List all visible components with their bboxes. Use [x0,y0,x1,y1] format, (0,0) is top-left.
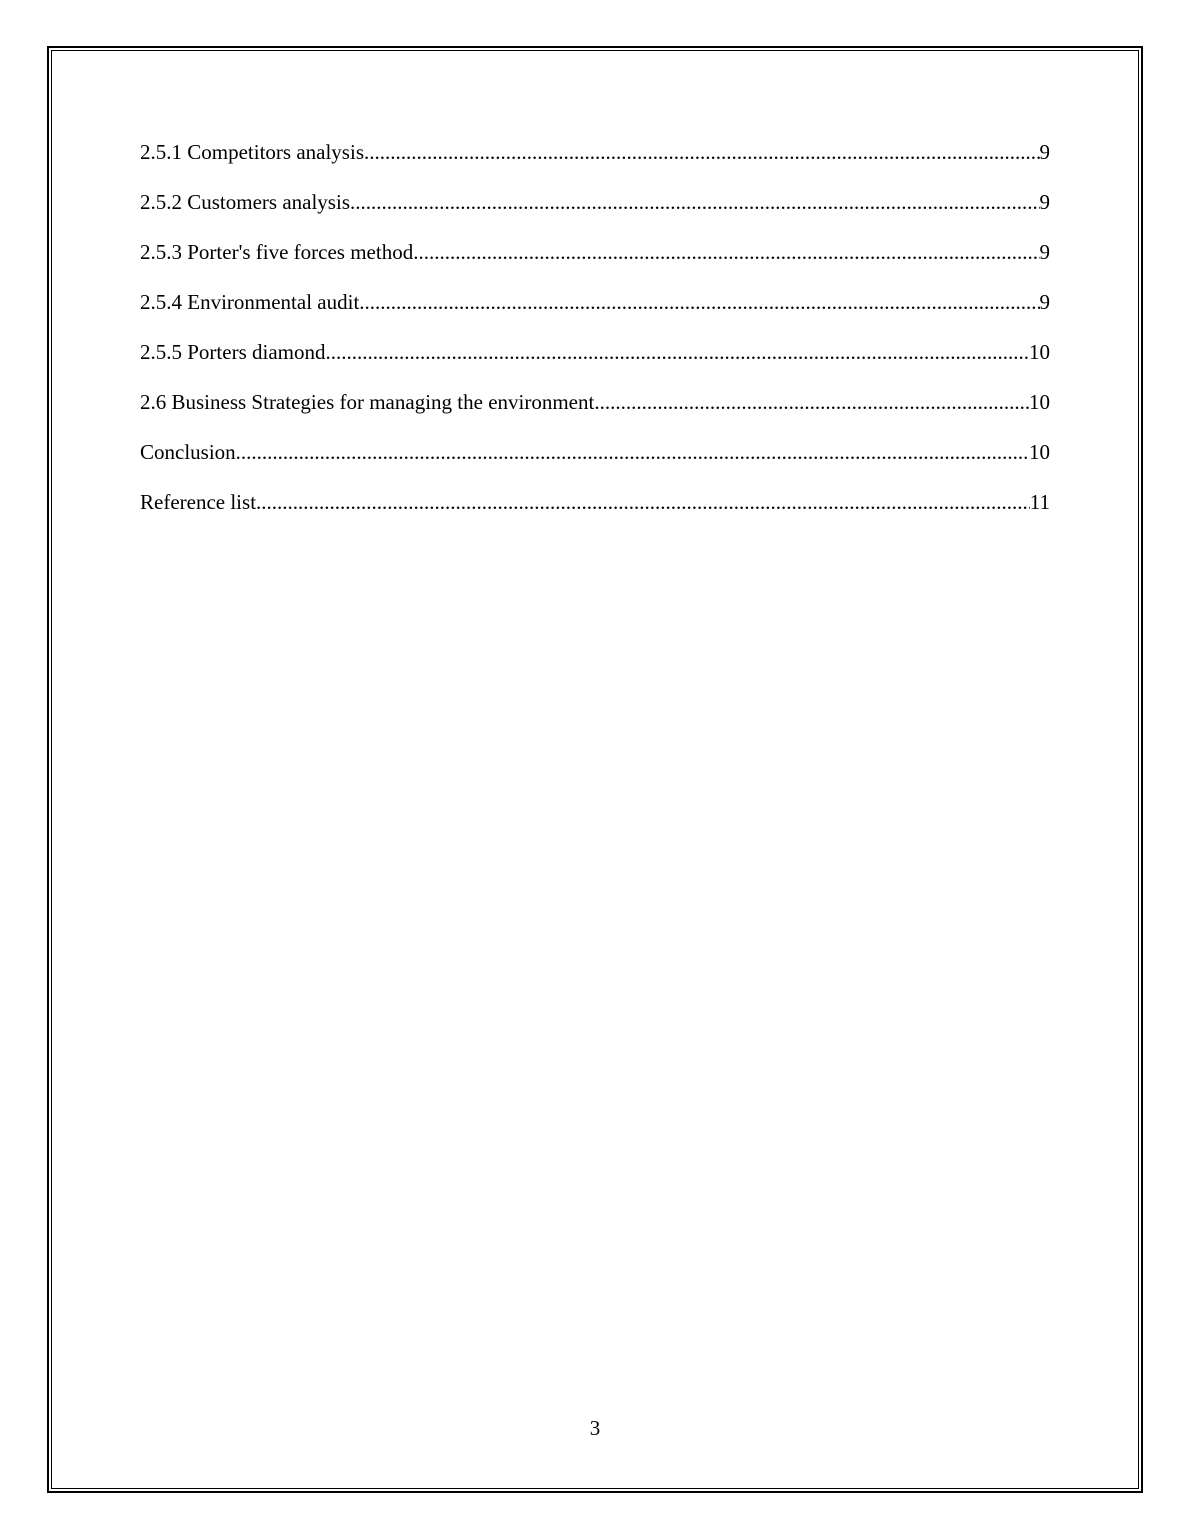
toc-entry-title: 2.5.4 Environmental audit [140,290,360,314]
toc-entry-title: 2.5.1 Competitors analysis [140,140,364,164]
toc-entry[interactable] [140,390,1050,440]
toc-entry-page: 10 [1029,440,1050,464]
toc-dot-leader [325,340,1029,365]
toc-entry-page: 9 [1039,290,1050,314]
toc-entry-title: 2.6 Business Strategies for managing the environment [140,390,595,414]
toc-entry[interactable] [140,440,1050,490]
toc-dot-leader [236,440,1029,465]
page-number: 3 [589,1416,601,1440]
toc-entry-title: Reference list [140,490,257,514]
toc-entry-title: 2.5.5 Porters diamond [140,340,326,364]
toc-entry[interactable] [140,140,1050,190]
toc-dot-leader [594,390,1029,415]
toc-dot-leader [350,190,1040,215]
toc-entry-title: Conclusion [140,440,236,464]
toc-entry-page: 9 [1039,190,1050,214]
toc-entry-title: 2.5.2 Customers analysis [140,190,350,214]
toc-entry[interactable] [140,290,1050,340]
toc-dot-leader [413,240,1039,265]
toc-entry[interactable] [140,190,1050,240]
toc-dot-leader [359,290,1039,315]
toc-entry[interactable] [140,340,1050,390]
toc-entry[interactable] [140,490,1050,540]
table-of-contents [140,140,1050,540]
toc-entry-page: 10 [1029,340,1050,364]
toc-entry-title: 2.5.3 Porter's five forces method [140,240,414,264]
toc-entry-page: 10 [1029,390,1050,414]
toc-entry-page: 11 [1029,490,1050,514]
toc-entry[interactable] [140,240,1050,290]
toc-dot-leader [256,490,1030,515]
toc-entry-page: 9 [1039,140,1050,164]
toc-dot-leader [364,140,1040,165]
toc-entry-page: 9 [1039,240,1050,264]
